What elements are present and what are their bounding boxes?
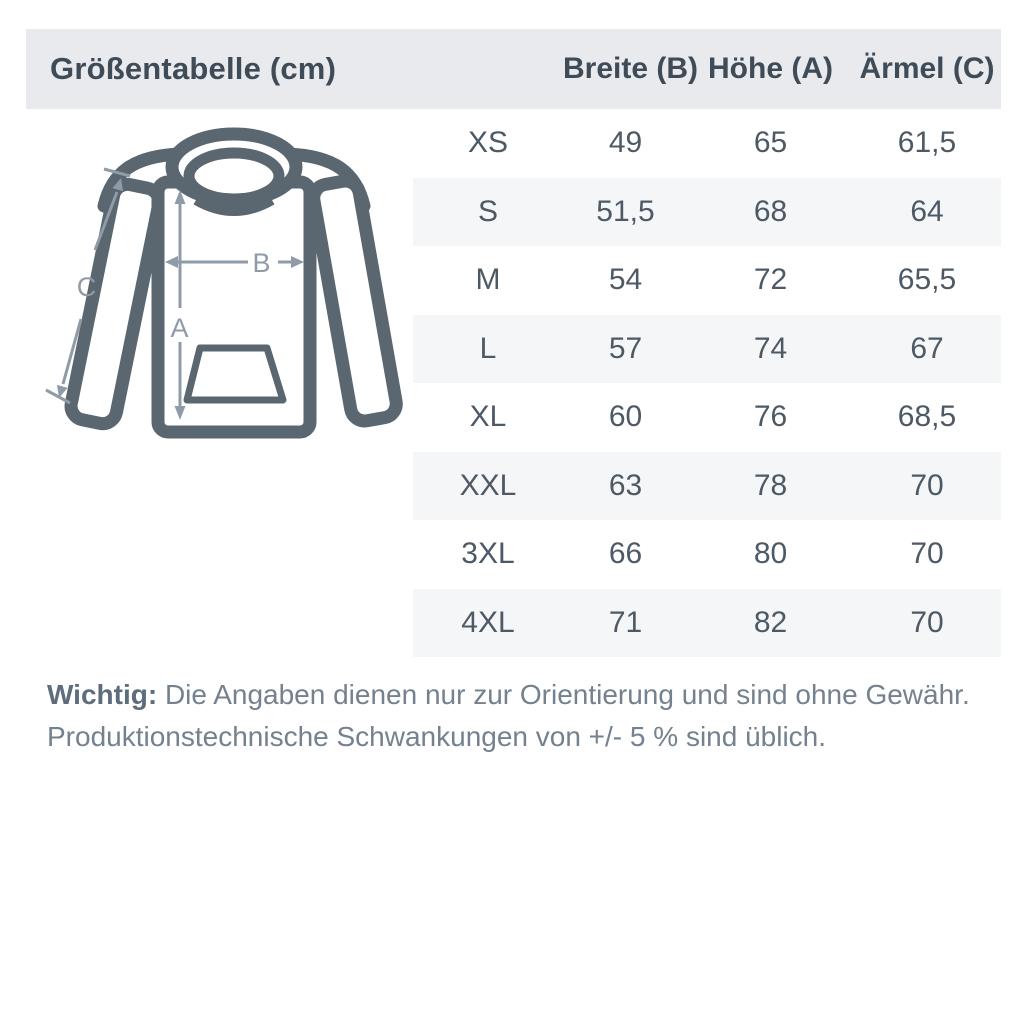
aermel-value: 61,5 xyxy=(897,126,957,160)
table-row xyxy=(413,589,1001,658)
hoehe-value: 65 xyxy=(753,126,788,160)
hoehe-value: 72 xyxy=(753,263,788,297)
hoehe-value: 78 xyxy=(753,468,788,502)
column-header-breite: Breite (B) xyxy=(563,52,699,85)
hoodie-pocket-icon xyxy=(187,348,283,400)
size-label: XL xyxy=(469,400,507,434)
aermel-value: 64 xyxy=(910,194,944,228)
size-label: L xyxy=(479,331,497,365)
table-row xyxy=(413,383,1001,452)
breite-value: 71 xyxy=(608,605,643,639)
breite-value: 60 xyxy=(608,400,643,434)
size-label: XS xyxy=(467,126,509,160)
size-label: S xyxy=(477,194,498,228)
table-row xyxy=(413,315,1001,384)
aermel-value: 67 xyxy=(910,331,944,365)
measure-a-label: A xyxy=(170,313,190,343)
hoehe-value: 76 xyxy=(753,400,788,434)
hoodie-hood-icon xyxy=(172,134,296,200)
page-title: Größentabelle (cm) xyxy=(50,51,337,86)
measure-c-label: C xyxy=(76,272,98,302)
size-label: 3XL xyxy=(461,537,515,571)
size-label: M xyxy=(475,263,501,297)
breite-value: 66 xyxy=(608,537,643,571)
breite-value: 51,5 xyxy=(596,194,655,228)
measure-b-label: B xyxy=(252,248,272,278)
aermel-value: 70 xyxy=(910,605,944,639)
note-line1: Die Angaben dienen nur zur Orientierung und sind ohne Gewähr. xyxy=(157,679,970,710)
size-label: 4XL xyxy=(461,605,515,639)
note-bold-label: Wichtig: xyxy=(47,679,158,710)
table-row xyxy=(413,109,1001,178)
size-table xyxy=(413,109,1001,657)
hoehe-value: 74 xyxy=(753,331,788,365)
column-header-hoehe: Höhe (A) xyxy=(708,52,833,85)
table-row xyxy=(413,178,1001,247)
aermel-value: 65,5 xyxy=(897,263,957,297)
column-header-aermel: Ärmel (C) xyxy=(859,52,995,85)
breite-value: 57 xyxy=(608,331,643,365)
breite-value: 49 xyxy=(608,126,643,160)
header-bar xyxy=(26,29,1001,109)
hoehe-value: 82 xyxy=(753,605,788,639)
breite-value: 63 xyxy=(608,468,643,502)
table-row xyxy=(413,246,1001,315)
table-row xyxy=(413,520,1001,589)
hoehe-value: 68 xyxy=(753,194,788,228)
disclaimer-note xyxy=(47,674,977,758)
aermel-value: 70 xyxy=(910,537,944,571)
hoodie-measurement-diagram xyxy=(38,126,408,456)
aermel-value: 68,5 xyxy=(897,400,957,434)
note-line2: Produktionstechnische Schwankungen von +/- 5 % sind üblich. xyxy=(47,721,827,752)
breite-value: 54 xyxy=(608,263,643,297)
table-row xyxy=(413,452,1001,521)
aermel-value: 70 xyxy=(910,468,944,502)
size-label: XXL xyxy=(459,468,517,502)
hoehe-value: 80 xyxy=(753,537,788,571)
column-headers xyxy=(413,52,1001,86)
